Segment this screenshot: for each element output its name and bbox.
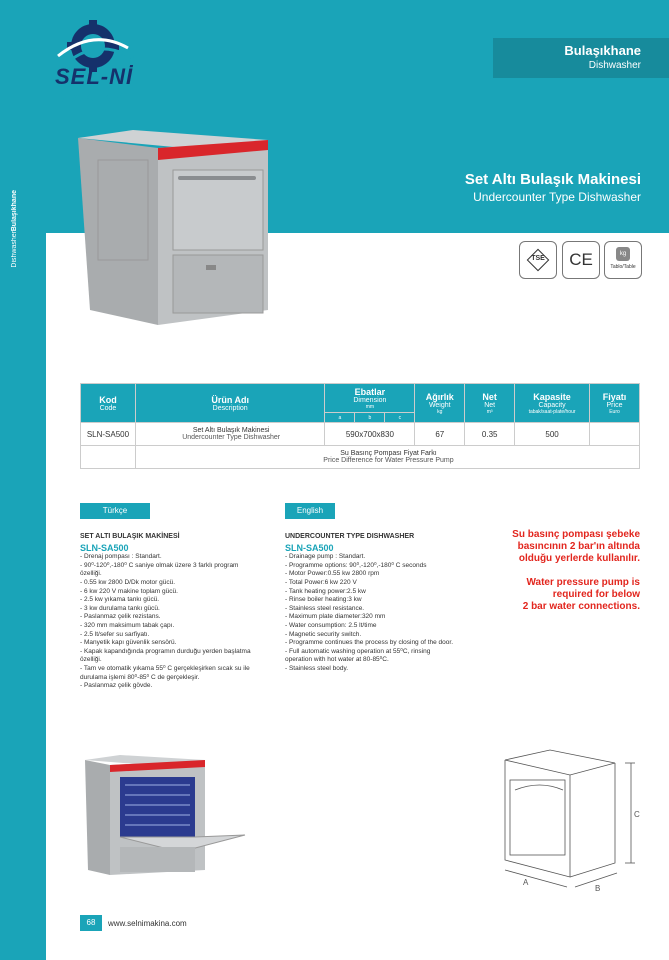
product-title-tr: Set Altı Bulaşık Makinesi bbox=[464, 171, 641, 188]
list-item: - Drainage pump : Standart. bbox=[285, 553, 366, 561]
note-line: required for below bbox=[552, 589, 640, 600]
row-capacity: 500 bbox=[515, 423, 590, 446]
sidebar-title: Bulaşıkhane bbox=[11, 190, 18, 232]
tse-cert bbox=[519, 241, 557, 279]
list-item: - 0.55 kw 2800 D/Dk motor gücü. bbox=[80, 578, 176, 586]
sidebar-label bbox=[10, 190, 40, 270]
dim-c-label: C bbox=[634, 810, 640, 819]
ce-cert bbox=[562, 241, 600, 279]
list-item: - Total Power:6 kw 220 V bbox=[285, 578, 357, 586]
row-weight: 67 bbox=[415, 423, 465, 446]
row-dims: 590x700x830 bbox=[325, 423, 415, 446]
list-item: - 2.5 lt/sefer su sarfiyatı. bbox=[80, 630, 150, 638]
list-item: - Stainless steel resistance. bbox=[285, 604, 365, 612]
dim-b-label: B bbox=[595, 884, 601, 893]
header-price: Fiyatı Price Euro bbox=[590, 384, 640, 423]
dishwasher-open-image bbox=[80, 755, 250, 885]
header-net: Net Net m³ bbox=[465, 384, 515, 423]
website-link[interactable]: www.selnimakina.com bbox=[108, 919, 187, 928]
category-tr: Bulaşıkhane bbox=[564, 43, 641, 58]
row-price bbox=[590, 423, 640, 446]
header-dim-b: b bbox=[355, 413, 385, 423]
list-item: - Motor Power:0.55 kw 2800 rpm bbox=[285, 570, 380, 578]
header-dim-c: c bbox=[385, 413, 415, 423]
en-code: SLN-SA500 bbox=[285, 542, 334, 553]
list-item: - Paslanmaz çelik gövde. bbox=[80, 682, 153, 690]
row-code bbox=[81, 446, 136, 469]
kg-icon: kg bbox=[616, 247, 630, 261]
tab-english: English bbox=[285, 503, 335, 519]
list-item: - Programme continues the process by closing of the door. bbox=[285, 639, 454, 647]
tr-code: SLN-SA500 bbox=[80, 542, 129, 553]
left-strip bbox=[0, 0, 46, 960]
list-item: - Maximum plate diameter:320 mm bbox=[285, 613, 386, 621]
list-item: - Rinse boiler heating:3 kw bbox=[285, 596, 362, 604]
list-item: - Drenaj pompası : Standart. bbox=[80, 553, 162, 561]
list-item: - Paslanmaz çelik rezistans. bbox=[80, 613, 161, 621]
row-net: 0.35 bbox=[465, 423, 515, 446]
table-row bbox=[81, 446, 640, 469]
header-weight: Ağırlık Weight kg bbox=[415, 384, 465, 423]
note-line: Su basınç pompası şebeke bbox=[512, 529, 640, 540]
row-name: Set Altı Bulaşık Makinesi Undercounter Type Dishwasher bbox=[135, 423, 325, 446]
page-number: 68 bbox=[80, 915, 102, 931]
note-line: Water pressure pump is bbox=[526, 577, 640, 588]
list-item: - 3 kw durulama tankı gücü. bbox=[80, 604, 160, 612]
list-item: - Magnetic security switch. bbox=[285, 630, 362, 638]
header-dims: Ebatlar Dimension mm bbox=[325, 384, 415, 413]
logo-sub: MAKİNA bbox=[58, 90, 128, 105]
sidebar-subtitle: Dishwasher bbox=[11, 231, 18, 268]
list-item: - 320 mm maksimum tabak çapı. bbox=[80, 621, 175, 629]
header-dim-a: a bbox=[325, 413, 355, 423]
table-header-row bbox=[81, 384, 640, 413]
logo-brand: SEL-Nİ bbox=[55, 64, 134, 89]
ce-icon: CE bbox=[569, 250, 593, 269]
list-item: - 90⁰-120⁰,-180⁰ C saniye olmak üzere 3 farklı program özelliği. bbox=[80, 561, 239, 578]
dim-a-label: A bbox=[523, 878, 529, 887]
list-item: - Manyetik kapı güvenlik sensörü. bbox=[80, 639, 177, 647]
list-item: - Programme options: 90⁰,-120⁰,-180⁰ C seconds bbox=[285, 561, 427, 569]
category-box bbox=[493, 38, 669, 78]
tab-turkish: Türkçe bbox=[80, 503, 150, 519]
header-code: Kod Code bbox=[81, 384, 136, 423]
header-name: Ürün Adı Description bbox=[135, 384, 325, 423]
list-item: - Tam ve otomatik yıkama 55⁰ C gerçekleşirken sıcak su ile durulama işlemi 80⁰-85⁰ C de gerçekleşir. bbox=[80, 664, 250, 681]
spec-table bbox=[80, 383, 640, 469]
list-item: - Water consumption: 2.5 lt/time bbox=[285, 621, 377, 629]
product-title bbox=[465, 171, 641, 204]
row-name: Su Basınç Pompası Fiyat Farkı Price Difference for Water Pressure Pump bbox=[135, 446, 639, 469]
note-line: olduğu yerlerde kullanılır. bbox=[518, 553, 640, 564]
note-line: basıncının 2 bar'ın altında bbox=[517, 541, 640, 552]
product-title-en: Undercounter Type Dishwasher bbox=[473, 190, 641, 204]
list-item: - Kapak kapandığında programın durduğu yerden başlatma özelliği. bbox=[80, 647, 251, 664]
category-en: Dishwasher bbox=[588, 60, 641, 71]
tse-label: TSE bbox=[531, 255, 545, 262]
table-row bbox=[81, 423, 640, 446]
list-item: - Stainless steel body. bbox=[285, 664, 349, 672]
tr-heading: SET ALTI BULAŞIK MAKİNESİ bbox=[80, 533, 180, 540]
weight-cert bbox=[604, 241, 642, 279]
row-code: SLN-SA500 bbox=[81, 423, 136, 446]
list-item: - Full automatic washing operation at 55⁰C, rinsing operation with hot water at 80-85⁰C. bbox=[285, 647, 431, 664]
pressure-pump-note bbox=[480, 529, 640, 613]
kg-label: Tablo/Table bbox=[610, 264, 636, 270]
list-item: - 2.5 kw yıkama tankı gücü. bbox=[80, 596, 160, 604]
header-capacity: Kapasite Capacity tabak/saat-plate/hour bbox=[515, 384, 590, 423]
dimension-diagram bbox=[495, 735, 645, 895]
list-item: - Tank heating power:2.5 kw bbox=[285, 587, 366, 595]
turkish-specs bbox=[80, 533, 260, 691]
list-item: - 6 kw 220 V makine toplam gücü. bbox=[80, 587, 178, 595]
english-specs bbox=[285, 533, 455, 674]
note-line: 2 bar water connections. bbox=[522, 601, 640, 612]
dishwasher-image bbox=[78, 130, 268, 325]
en-heading: UNDERCOUNTER TYPE DISHWASHER bbox=[285, 533, 415, 540]
